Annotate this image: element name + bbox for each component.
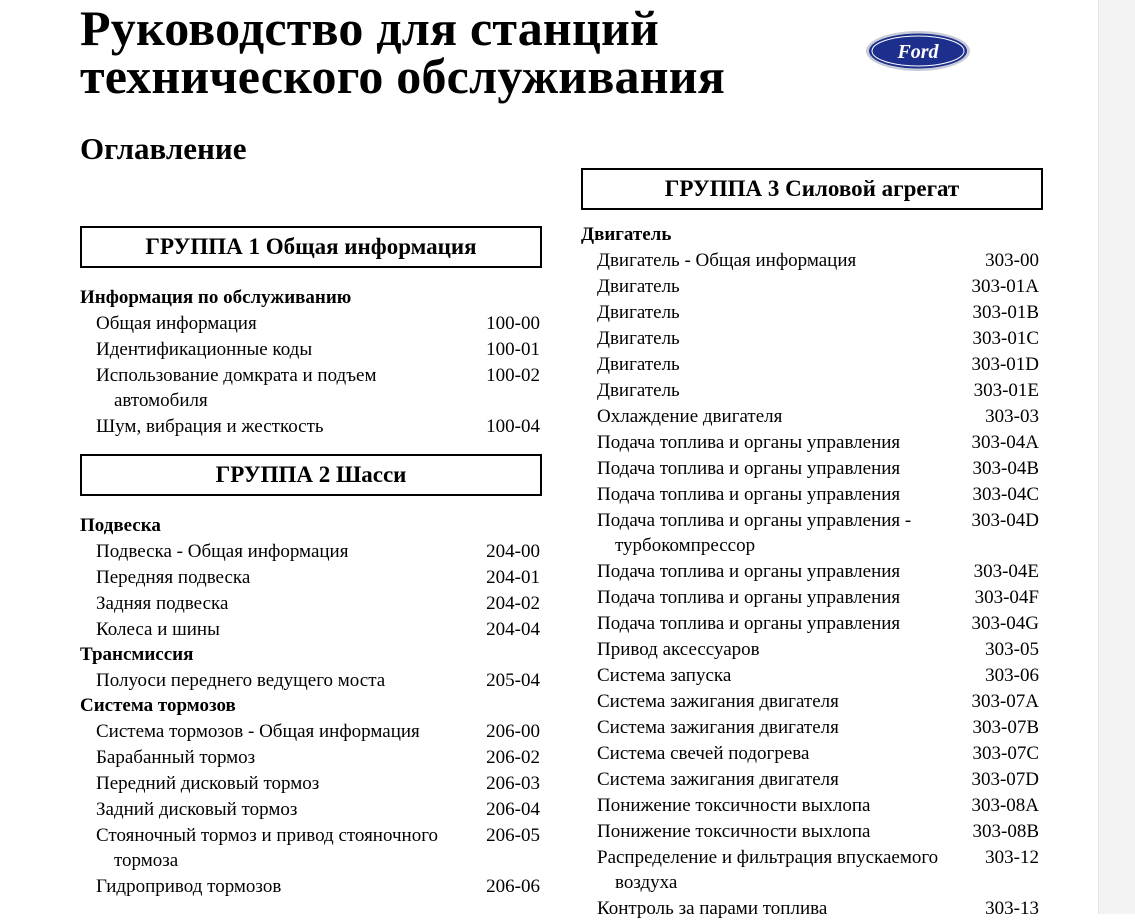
toc-entry-label: Понижение токсичности выхлопа <box>597 795 871 816</box>
toc-entry-code: 303-01C <box>972 328 1039 349</box>
toc-entry-label: Подача топлива и органы управления <box>597 484 901 505</box>
toc-entry-label: Задняя подвеска <box>96 593 229 614</box>
toc-entry-code: 303-04G <box>971 613 1039 634</box>
toc-entry-label: Шум, вибрация и жесткость <box>96 416 324 437</box>
toc-entry[interactable] <box>581 741 1043 766</box>
toc-entry-label: Система зажигания двигателя <box>597 769 839 790</box>
toc-entry[interactable] <box>581 378 1043 403</box>
toc-entry-code: 206-05 <box>486 825 540 846</box>
toc-entry-code: 206-06 <box>486 876 540 897</box>
toc-entry-label: Двигатель <box>597 276 680 297</box>
toc-entry-code: 204-04 <box>486 619 540 640</box>
toc-entry-label: Использование домкрата и подъем автомобиля <box>96 365 377 411</box>
toc-entry[interactable] <box>80 797 542 822</box>
toc-entry-code: 303-04A <box>971 432 1039 453</box>
group-1-list <box>80 285 542 439</box>
toc-entry-label: Подача топлива и органы управления <box>597 613 901 634</box>
toc-entry-label: Подвеска - Общая информация <box>96 541 349 562</box>
toc-entry[interactable] <box>581 274 1043 299</box>
toc-entry-label: Охлаждение двигателя <box>597 406 783 427</box>
group-3-title[interactable]: ГРУППА 3 Силовой агрегат <box>581 168 1043 210</box>
toc-entry-code: 206-02 <box>486 747 540 768</box>
toc-entry-code: 303-07A <box>971 691 1039 712</box>
toc-entry-label: Колеса и шины <box>96 619 220 640</box>
toc-entry-code: 303-08A <box>971 795 1039 816</box>
toc-entry-label: Двигатель <box>597 354 680 375</box>
toc-entry-code: 303-07C <box>972 743 1039 764</box>
toc-entry[interactable] <box>581 663 1043 688</box>
toc-entry-code: 205-04 <box>486 670 540 691</box>
toc-entry[interactable] <box>581 352 1043 377</box>
toc-entry[interactable] <box>581 300 1043 325</box>
toc-entry[interactable] <box>80 823 542 873</box>
group-1-title[interactable]: ГРУППА 1 Общая информация <box>80 226 542 268</box>
toc-entry[interactable] <box>80 771 542 796</box>
document-title-line2: технического обслуживания <box>80 48 725 104</box>
toc-entry[interactable] <box>581 767 1043 792</box>
toc-entry-label: Контроль за парами топлива <box>597 898 828 919</box>
toc-entry-label: Идентификационные коды <box>96 339 313 360</box>
toc-entry-label: Задний дисковый тормоз <box>96 799 298 820</box>
toc-entry-code: 204-01 <box>486 567 540 588</box>
toc-entry[interactable] <box>80 414 542 439</box>
toc-entry-code: 303-00 <box>985 250 1039 271</box>
toc-entry-label: Подача топлива и органы управления <box>597 561 901 582</box>
toc-entry-code: 303-01A <box>971 276 1039 297</box>
toc-entry-label: Понижение токсичности выхлопа <box>597 821 871 842</box>
toc-entry-code: 303-04C <box>972 484 1039 505</box>
toc-entry[interactable] <box>581 845 1043 895</box>
toc-entry[interactable] <box>581 248 1043 273</box>
toc-entry-label: Система свечей подогрева <box>597 743 810 764</box>
toc-entry-label: Барабанный тормоз <box>96 747 256 768</box>
toc-entry-code: 100-00 <box>486 313 540 334</box>
toc-entry[interactable] <box>581 404 1043 429</box>
toc-entry[interactable] <box>80 539 542 564</box>
toc-entry-code: 204-02 <box>486 593 540 614</box>
document-title <box>80 0 725 104</box>
section-header: Трансмиссия <box>80 644 194 665</box>
toc-entry-code: 303-01D <box>971 354 1039 375</box>
toc-entry-code: 303-04F <box>974 587 1039 608</box>
toc-entry-label: Подача топлива и органы управления <box>597 458 901 479</box>
toc-entry[interactable] <box>581 793 1043 818</box>
toc-entry-code: 303-01B <box>972 302 1039 323</box>
toc-entry-code: 303-01E <box>973 380 1039 401</box>
toc-entry-code: 100-02 <box>486 365 540 386</box>
toc-entry-label: Система запуска <box>597 665 732 686</box>
toc-entry-code: 303-07D <box>971 769 1039 790</box>
ford-logo <box>864 30 972 72</box>
toc-entry-label: Общая информация <box>96 313 257 334</box>
toc-entry[interactable] <box>581 430 1043 455</box>
toc-entry[interactable] <box>80 565 542 590</box>
toc-entry[interactable] <box>581 715 1043 740</box>
toc-entry-label: Подача топлива и органы управления <box>597 432 901 453</box>
toc-entry[interactable] <box>581 482 1043 507</box>
toc-entry-code: 303-03 <box>985 406 1039 427</box>
toc-entry[interactable] <box>80 745 542 770</box>
toc-entry[interactable] <box>581 508 1043 558</box>
toc-entry-label: Подача топлива и органы управления <box>597 587 901 608</box>
toc-entry-label: Распределение и фильтрация впускаемого воздуха <box>597 847 939 893</box>
toc-entry-label: Привод аксессуаров <box>597 639 760 660</box>
group-3-list <box>581 222 1043 921</box>
toc-entry-label: Подача топлива и органы управления - турбокомпрессор <box>597 510 912 556</box>
toc-entry-label: Гидропривод тормозов <box>96 876 282 897</box>
toc-entry[interactable] <box>80 363 542 413</box>
toc-entry-code: 303-04B <box>972 458 1039 479</box>
toc-left-column <box>80 226 542 899</box>
toc-entry-code: 303-13 <box>985 898 1039 919</box>
toc-entry-code: 303-07B <box>972 717 1039 738</box>
toc-heading: Оглавление <box>80 131 247 166</box>
toc-entry[interactable] <box>80 874 542 899</box>
toc-entry-label: Система зажигания двигателя <box>597 717 839 738</box>
toc-entry-code: 206-04 <box>486 799 540 820</box>
toc-entry-code: 303-06 <box>985 665 1039 686</box>
toc-entry-code: 206-00 <box>486 721 540 742</box>
toc-entry[interactable] <box>80 311 542 336</box>
toc-entry[interactable] <box>80 719 542 744</box>
toc-entry[interactable] <box>581 456 1043 481</box>
toc-entry[interactable] <box>80 337 542 362</box>
toc-entry-label: Двигатель <box>597 302 680 323</box>
toc-entry-label: Стояночный тормоз и привод стояночного тормоза <box>96 825 439 871</box>
toc-entry[interactable] <box>80 591 542 616</box>
toc-entry-code: 303-04E <box>973 561 1039 582</box>
toc-entry-code: 303-05 <box>985 639 1039 660</box>
section-header: Двигатель <box>581 224 672 245</box>
toc-entry-label: Полуоси переднего ведущего моста <box>96 670 386 691</box>
toc-entry[interactable] <box>581 326 1043 351</box>
toc-entry[interactable] <box>80 617 542 642</box>
toc-entry-code: 303-12 <box>985 847 1039 868</box>
toc-entry[interactable] <box>581 611 1043 636</box>
toc-entry[interactable] <box>581 896 1043 921</box>
toc-entry-code: 100-04 <box>486 416 540 437</box>
ford-logo-text: Ford <box>897 41 939 63</box>
toc-entry[interactable] <box>581 637 1043 662</box>
toc-entry-code: 206-03 <box>486 773 540 794</box>
toc-entry-label: Двигатель <box>597 328 680 349</box>
group-2-list <box>80 513 542 899</box>
toc-entry-code: 303-04D <box>971 510 1039 531</box>
toc-entry-label: Система зажигания двигателя <box>597 691 839 712</box>
toc-entry[interactable] <box>581 819 1043 844</box>
toc-entry-label: Двигатель <box>597 380 680 401</box>
toc-entry-label: Передняя подвеска <box>96 567 251 588</box>
group-2-title[interactable]: ГРУППА 2 Шасси <box>80 454 542 496</box>
document-title-line1: Руководство для станций <box>80 0 659 56</box>
toc-entry-label: Система тормозов - Общая информация <box>96 721 420 742</box>
toc-right-column <box>581 168 1043 921</box>
toc-entry-code: 204-00 <box>486 541 540 562</box>
toc-entry[interactable] <box>80 668 542 693</box>
viewer-scroll-gutter[interactable] <box>1098 0 1135 914</box>
toc-entry[interactable] <box>581 585 1043 610</box>
toc-entry[interactable] <box>581 689 1043 714</box>
section-header: Подвеска <box>80 515 161 536</box>
toc-entry[interactable] <box>581 559 1043 584</box>
toc-entry-code: 303-08B <box>972 821 1039 842</box>
section-header: Информация по обслуживанию <box>80 287 352 308</box>
section-header: Система тормозов <box>80 695 236 716</box>
toc-entry-label: Передний дисковый тормоз <box>96 773 320 794</box>
toc-entry-label: Двигатель - Общая информация <box>597 250 857 271</box>
toc-entry-code: 100-01 <box>486 339 540 360</box>
